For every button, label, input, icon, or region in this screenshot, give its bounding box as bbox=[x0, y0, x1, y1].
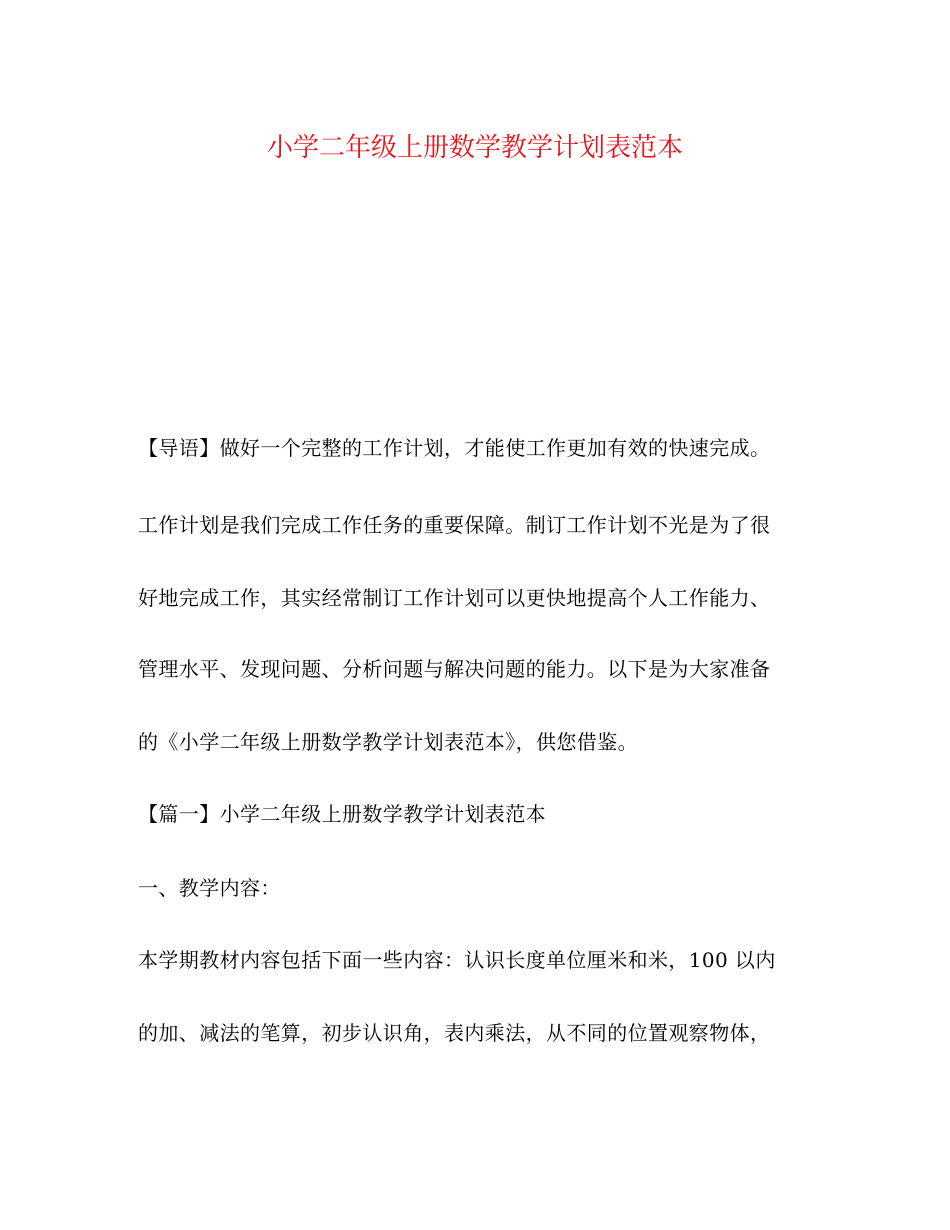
intro-paragraph-line-4: 管理水平、发现问题、分析问题与解决问题的能力。以下是为大家准备 bbox=[138, 657, 771, 681]
intro-paragraph-line-3: 好地完成工作，其实经常制订工作计划可以更快地提高个人工作能力、 bbox=[138, 586, 771, 610]
section-heading-part-one: 【篇一】小学二年级上册数学教学计划表范本 bbox=[138, 802, 546, 826]
subheading-teaching-content: 一、教学内容： bbox=[138, 876, 281, 900]
content-paragraph-line-2: 的加、减法的笔算，初步认识角，表内乘法，从不同的位置观察物体， bbox=[138, 1021, 771, 1045]
intro-paragraph-line-1: 【导语】做好一个完整的工作计划，才能使工作更加有效的快速完成。 bbox=[138, 436, 771, 460]
content-paragraph-line-1: 本学期教材内容包括下面一些内容：认识长度单位厘米和米，100 以内 bbox=[138, 948, 776, 972]
document-title: 小学二年级上册数学教学计划表范本 bbox=[266, 133, 683, 163]
intro-paragraph-line-5: 的《小学二年级上册数学教学计划表范本》，供您借鉴。 bbox=[138, 730, 638, 754]
intro-paragraph-line-2: 工作计划是我们完成工作任务的重要保障。制订工作计划不光是为了很 bbox=[138, 513, 771, 537]
